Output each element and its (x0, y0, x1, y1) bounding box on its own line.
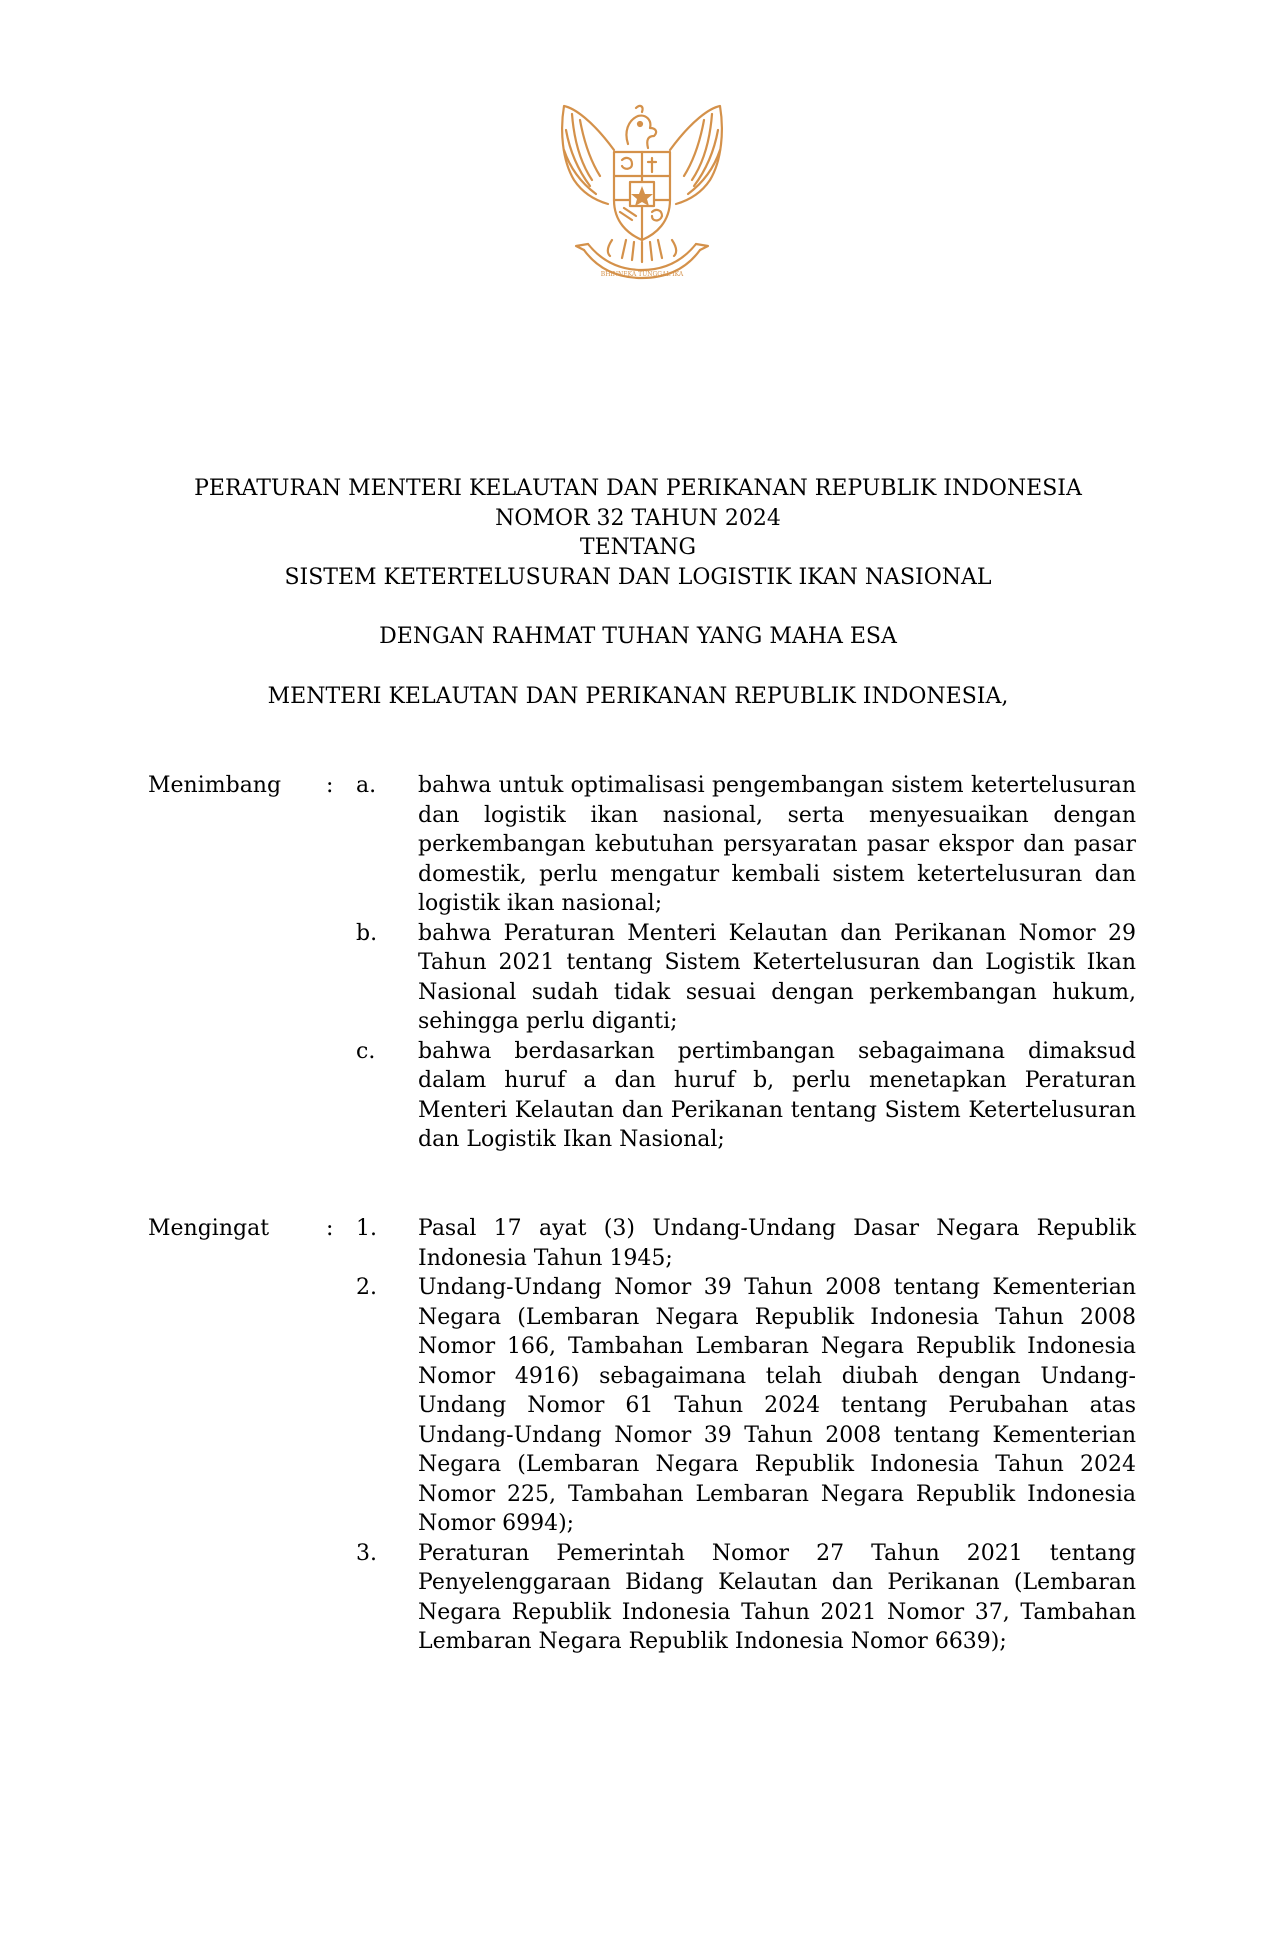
menimbang-item (0, 919, 1276, 1037)
item-text: Undang-Undang Nomor 39 Tahun 2008 tentang Kementerian Negara (Lembaran Negara Republik Indonesia Tahun 2008 Nomor 166, Tambahan Lembaran Negara Republik Indonesia Nomor 4916) sebagaimana telah diubah dengan Undang-Undang Nomor 61 Tahun 2024 tentang Perubahan atas Undang-Undang Nomor 39 Tahun 2008 tentang Kementerian Negara (Lembaran Negara Republik Indonesia Tahun 2024 Nomor 225, Tambahan Lembaran Negara Republik Indonesia Nomor 6994); (418, 1275, 1136, 1536)
item-text: Peraturan Pemerintah Nomor 27 Tahun 2021 tentang Penyelenggaraan Bidang Kelautan dan Perikanan (Lembaran Negara Republik Indonesia Tahun 2021 Nomor 37, Tambahan Lembaran Negara Republik Indonesia Nomor 6639); (418, 1540, 1136, 1654)
item-text: bahwa berdasarkan pertimbangan sebagaimana dimaksud dalam huruf a dan huruf b, perlu menetapkan Peraturan Menteri Kelautan dan Perikanan tentang Sistem Ketertelusuran dan Logistik Ikan Nasional; (418, 1038, 1136, 1152)
item-marker: 1. (356, 1216, 377, 1241)
mengingat-colon: : (326, 1216, 334, 1241)
menimbang-colon: : (326, 773, 334, 798)
emblem-graphic (552, 100, 732, 282)
regulation-title: PERATURAN MENTERI KELAUTAN DAN PERIKANAN REPUBLIK INDONESIA (194, 476, 1082, 501)
menimbang-list (0, 771, 1276, 1155)
regulation-subject: SISTEM KETERTELUSURAN DAN LOGISTIK IKAN NASIONAL (284, 564, 992, 590)
regulation-title-block (0, 474, 1276, 592)
mengingat-list (0, 1214, 1276, 1657)
item-text: bahwa Peraturan Menteri Kelautan dan Perikanan Nomor 29 Tahun 2021 tentang Sistem Ketertelusuran dan Logistik Ikan Nasional sudah tidak sesuai dengan perkembangan hukum, sehingga perlu diganti; (418, 920, 1136, 1034)
opening-phrase: DENGAN RAHMAT TUHAN YANG MAHA ESA (379, 624, 897, 649)
menimbang-item (0, 771, 1276, 919)
item-marker: 2. (356, 1275, 377, 1300)
menimbang-label: Menimbang (148, 773, 282, 798)
regulation-number: NOMOR 32 TAHUN 2024 (495, 505, 781, 531)
menimbang-item (0, 1037, 1276, 1155)
emblem-motto: BHINNEKA TUNGGAL IKA (600, 271, 684, 278)
item-marker: c. (356, 1038, 376, 1064)
issuer-line: MENTERI KELAUTAN DAN PERIKANAN REPUBLIK INDONESIA, (267, 684, 1009, 709)
mengingat-item (0, 1273, 1276, 1539)
mengingat-label: Mengingat (148, 1216, 270, 1241)
item-marker: 3. (356, 1540, 377, 1566)
mengingat-item (0, 1539, 1276, 1657)
mengingat-item (0, 1214, 1276, 1273)
item-marker: a. (356, 773, 377, 798)
regulation-about: TENTANG (579, 535, 697, 560)
garuda-pancasila-emblem-icon (552, 100, 732, 282)
item-marker: b. (356, 920, 378, 946)
item-text: Pasal 17 ayat (3) Undang-Undang Dasar Negara Republik Indonesia Tahun 1945; (418, 1216, 1136, 1271)
item-text: bahwa untuk optimalisasi pengembangan sistem ketertelusuran dan logistik ikan nasional, serta menyesuaikan dengan perkembangan kebutuhan persyaratan pasar ekspor dan pasar domestik, perlu mengatur kembali sistem ketertelusuran dan logistik ikan nasional; (418, 773, 1136, 916)
